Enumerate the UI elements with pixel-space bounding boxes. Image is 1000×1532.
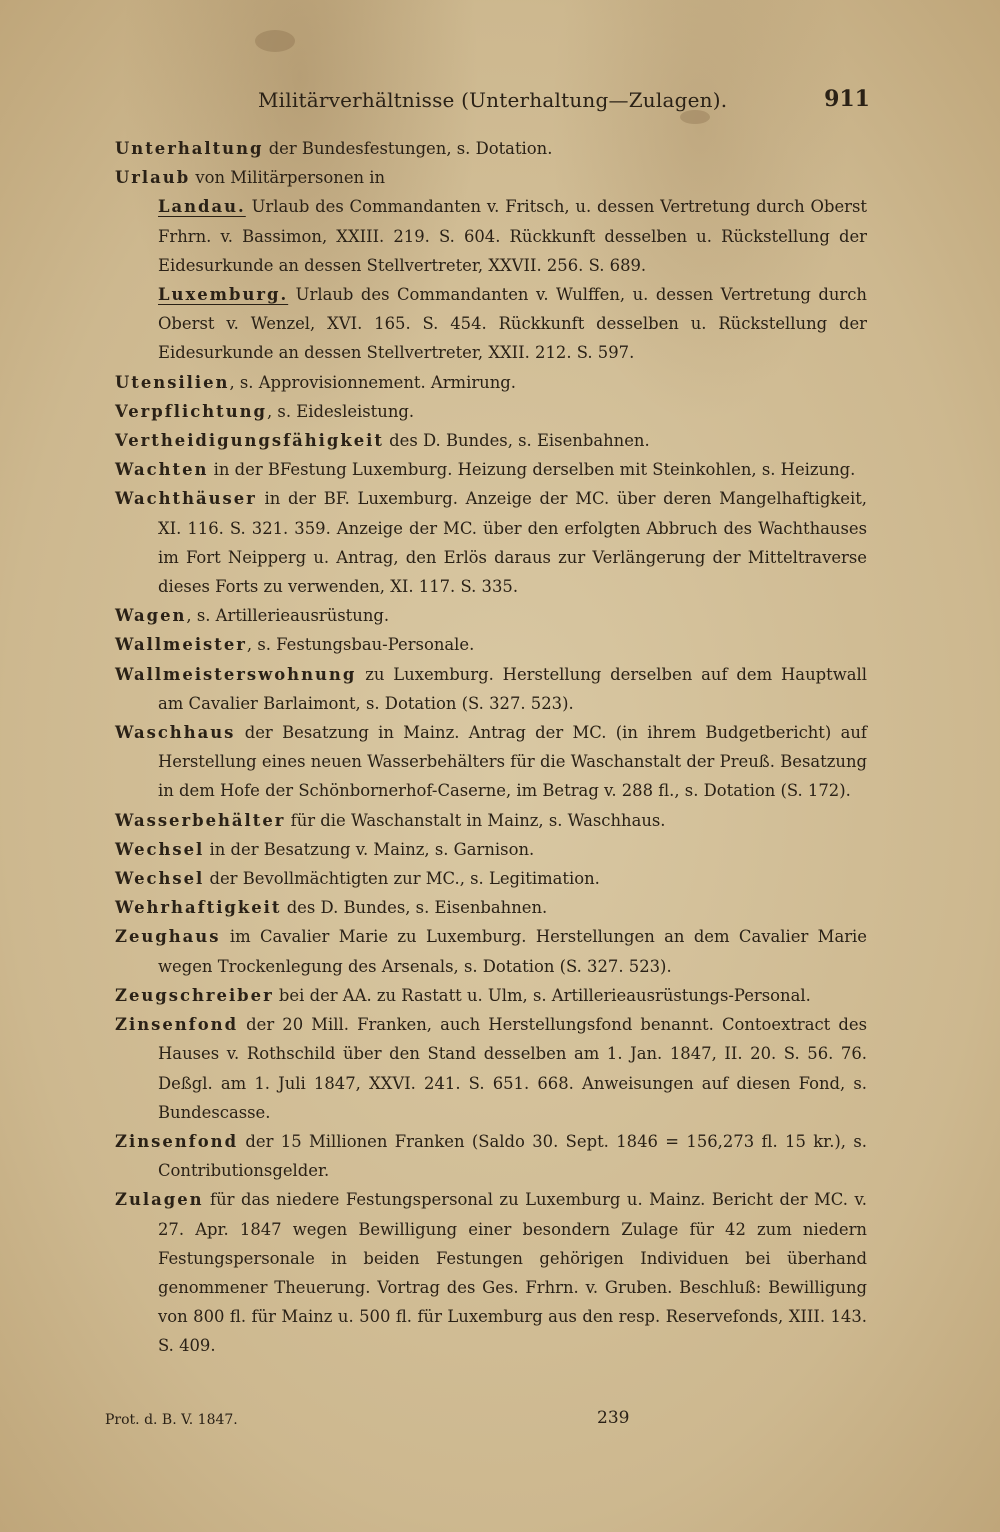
- entry-keyword: Vertheidigungsfähigkeit: [115, 431, 384, 451]
- index-entry: [115, 922, 867, 980]
- entry-keyword: Wechsel: [115, 869, 205, 889]
- index-entry: [115, 1010, 867, 1127]
- entry-keyword: Zeugschreiber: [115, 985, 274, 1005]
- index-entry: [115, 718, 867, 806]
- entry-text: von Militärpersonen in: [190, 168, 386, 188]
- index-entry: [115, 397, 867, 426]
- entry-keyword: Waschhaus: [115, 723, 236, 743]
- entry-text: in der Besatzung v. Mainz, s. Garnison.: [204, 839, 535, 859]
- page-footer: [0, 1408, 1000, 1438]
- entry-text: in der BFestung Luxemburg. Heizung derselben mit Steinkohlen, s. Heizung.: [208, 460, 856, 480]
- entry-text: des D. Bundes, s. Eisenbahnen.: [281, 898, 548, 918]
- index-entry: [115, 630, 867, 659]
- entry-keyword: Zulagen: [115, 1190, 204, 1210]
- entry-text: der Bundesfestungen, s. Dotation.: [263, 139, 553, 158]
- index-entry: [115, 426, 867, 455]
- index-entry: [115, 601, 867, 630]
- entry-text: , s. Festungsbau-Personale.: [246, 635, 475, 655]
- entry-text: der 20 Mill. Franken, auch Herstellungsfond benannt. Contoextract des Hauses v. Rothschild über den Stand desselben am 1. Jan. 1847, II. 20. S. 56. 76. Deßgl. am 1. Juli 1847, XXVI. 241. S. 651. 668. Anweisungen auf diesen Fond, s. Bundescasse.: [158, 1015, 867, 1122]
- page-number: 911: [824, 86, 870, 112]
- sheet-signature: 239: [597, 1408, 630, 1428]
- index-entry: [115, 1127, 867, 1185]
- index-entry: [115, 981, 867, 1010]
- entry-keyword: Wechsel: [115, 839, 205, 859]
- entry-text: , s. Eidesleistung.: [267, 401, 415, 421]
- entry-keyword: Wallmeister: [115, 635, 247, 655]
- index-entry: [115, 1185, 867, 1360]
- entry-keyword: Zeughaus: [115, 927, 221, 947]
- entry-text: für die Waschanstalt in Mainz, s. Waschhaus.: [285, 810, 666, 830]
- index-entry: [115, 134, 867, 163]
- index-entry: [115, 835, 867, 864]
- index-entries: [115, 134, 867, 1361]
- entry-keyword: Wachten: [115, 460, 209, 480]
- entry-text: für das niedere Festungspersonal zu Luxemburg u. Mainz. Bericht der MC. v. 27. Apr. 1847 wegen Bewilligung einer besondern Zulage für 42 zum niedern Festungspersonale in beiden Festungen gehörigen Individuen bei überhand genommener Theuerung. Vortrag des Ges. Frhrn. v. Gruben. Beschluß: Bewilligung von 800 fl. für Mainz u. 500 fl. für Luxemburg aus den resp. Reservefonds, XIII. 143. S. 409.: [158, 1190, 867, 1356]
- index-entry: [115, 368, 867, 397]
- entry-text: der Besatzung in Mainz. Antrag der MC. (in ihrem Budgetbericht) auf Herstellung eines neuen Wasserbehälters für die Waschanstalt der Preuß. Besatzung in dem Hofe der Schönbornerhof-Caserne, im Betrag v. 288 fl., s. Dotation (S. 172).: [158, 723, 867, 801]
- stain-mark: [255, 30, 295, 52]
- footer-source: Prot. d. B. V. 1847.: [105, 1412, 238, 1428]
- index-entry: [115, 484, 867, 601]
- entry-keyword: Unterhaltung: [115, 139, 264, 158]
- page-header: [0, 88, 1000, 122]
- entry-text: in der BF. Luxemburg. Anzeige der MC. über deren Mangelhaftigkeit, XI. 116. S. 321. 359. Anzeige der MC. über den erfolgten Abbruch des Wachthauses im Fort Neipperg u. Antrag, den Erlös daraus zur Verlängerung der Mitteltraverse dieses Forts zu verwenden, XI. 117. S. 335.: [158, 489, 867, 597]
- entry-keyword: Wallmeisterswohnung: [115, 664, 357, 684]
- entry-text: der 15 Millionen Franken (Saldo 30. Sept. 1846 = 156,273 fl. 15 kr.), s. Contributionsgelder.: [158, 1131, 867, 1181]
- entry-text: im Cavalier Marie zu Luxemburg. Herstellungen an dem Cavalier Marie wegen Trockenlegung des Arsenals, s. Dotation (S. 327. 523).: [158, 927, 867, 976]
- entry-text: Urlaub des Commandanten v. Fritsch, u. dessen Vertretung durch Oberst Frhrn. v. Bassimon, XXIII. 219. S. 604. Rückkunft desselben u. Rückstellung der Eidesurkunde an dessen Stellvertreter, XXVII. 256. S. 689.: [158, 197, 867, 275]
- index-entry: [115, 864, 867, 893]
- entry-text: Urlaub des Commandanten v. Wulffen, u. dessen Vertretung durch Oberst v. Wenzel, XVI. 165. S. 454. Rückkunft desselben u. Rückstellung der Eidesurkunde an dessen Stellvertreter, XXII. 212. S. 597.: [158, 285, 867, 363]
- index-subentry: [115, 280, 867, 368]
- index-entry: [115, 163, 867, 192]
- index-entry: [115, 660, 867, 718]
- entry-text: zu Luxemburg. Herstellung derselben auf dem Hauptwall am Cavalier Barlaimont, s. Dotation (S. 327. 523).: [158, 664, 867, 713]
- entry-keyword: Wachthäuser: [115, 489, 257, 509]
- running-title: Militärverhältnisse (Unterhaltung—Zulagen).: [258, 88, 728, 112]
- entry-place: Landau.: [158, 197, 246, 217]
- index-subentry: [115, 192, 867, 280]
- entry-text: der Bevollmächtigten zur MC., s. Legitimation.: [204, 869, 600, 889]
- index-entry: [115, 455, 867, 484]
- entry-keyword: Zinsenfond: [115, 1131, 239, 1151]
- entry-text: des D. Bundes, s. Eisenbahnen.: [383, 431, 650, 451]
- index-entry: [115, 893, 867, 922]
- entry-keyword: Urlaub: [115, 168, 191, 188]
- entry-keyword: Wasserbehälter: [115, 810, 286, 830]
- entry-text: bei der AA. zu Rastatt u. Ulm, s. Artillerieausrüstungs-Personal.: [273, 985, 811, 1005]
- entry-place: Luxemburg.: [158, 285, 289, 305]
- entry-keyword: Wehrhaftigkeit: [115, 898, 282, 918]
- entry-keyword: Utensilien: [115, 372, 230, 392]
- entry-text: , s. Artillerieausrüstung.: [186, 606, 390, 626]
- entry-text: , s. Approvisionnement. Armirung.: [229, 372, 516, 392]
- entry-keyword: Wagen: [115, 606, 187, 626]
- entry-keyword: Zinsenfond: [115, 1015, 239, 1035]
- entry-keyword: Verpflichtung: [115, 401, 268, 421]
- index-entry: [115, 806, 867, 835]
